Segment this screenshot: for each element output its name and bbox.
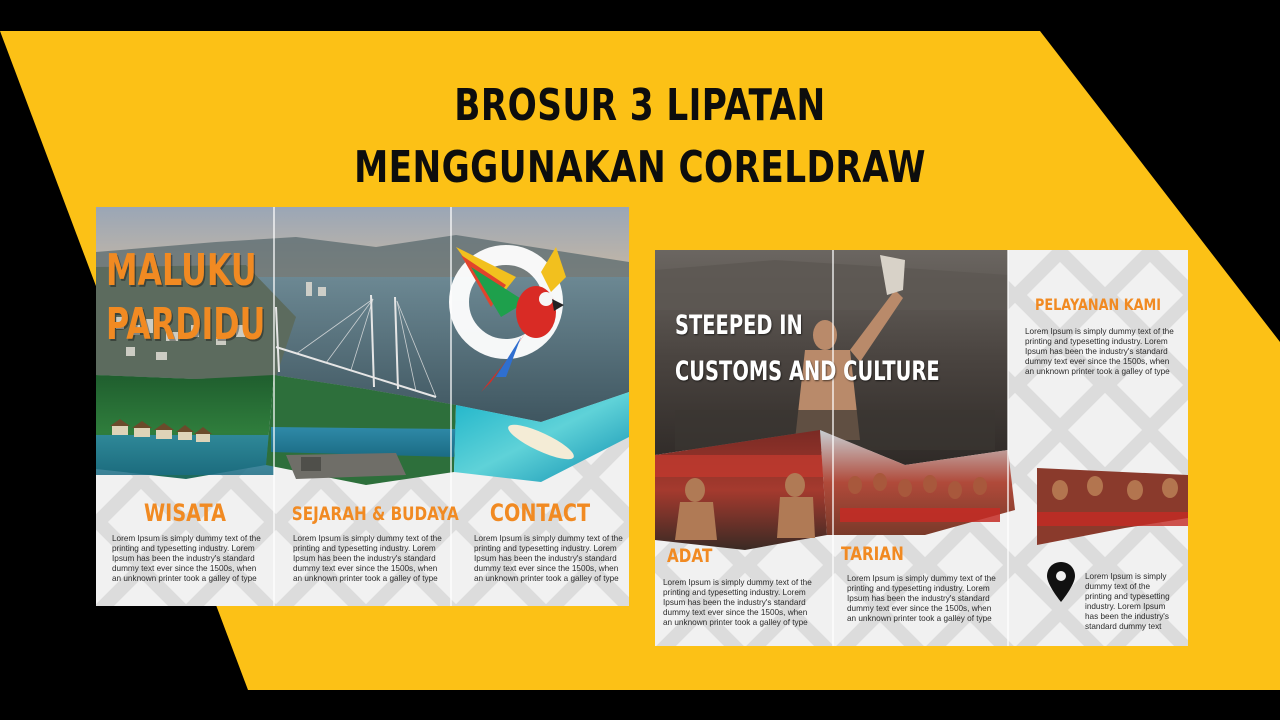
back-heading-pelayanan: PELAYANAN KAMI [1034, 295, 1162, 314]
page-title-line-1: BROSUR 3 LIPATAN [454, 80, 826, 131]
back-heading-adat: ADAT [667, 545, 713, 567]
brochure-back-side [655, 250, 1188, 646]
front-heading-contact: CONTACT [489, 499, 591, 527]
front-heading-wisata: WISATA [144, 499, 226, 527]
back-contact-text: Lorem Ipsum is simply dummy text of the printing and typesetting industry. Lorem Ipsum has been the industry's standard dummy text [1085, 572, 1170, 631]
front-panel-text-1: Lorem Ipsum is simply dummy text of the printing and typesetting industry. Lorem Ipsum has been the industry's standard dummy text ever since the 1500s, when an unknown printer took a galley of type [112, 534, 261, 583]
page-title-line-2: MENGGUNAKAN CORELDRAW [354, 142, 926, 193]
front-headline-line-2: PARDIDU [106, 299, 266, 350]
front-headline-line-1: MALUKU [106, 245, 257, 296]
back-panel-text-2: Lorem Ipsum is simply dummy text of the printing and typesetting industry. Lorem Ipsum has been the industry's standard dummy text ever since the 1500s, when an unknown printer took a galley of type [847, 574, 996, 623]
back-panel-text-1: Lorem Ipsum is simply dummy text of the printing and typesetting industry. Lorem Ipsum has been the industry's standard dummy text ever since the 1500s, when an unknown printer took a galley of type [663, 578, 812, 627]
back-panel-text-3: Lorem Ipsum is simply dummy text of the printing and typesetting industry. Lorem Ipsum has been the industry's standard dummy text ever since the 1500s, when an unknown printer took a galley of type [1025, 327, 1174, 376]
front-panel-text-2: Lorem Ipsum is simply dummy text of the printing and typesetting industry. Lorem Ipsum has been the industry's standard dummy text ever since the 1500s, when an unknown printer took a galley of type [293, 534, 442, 583]
front-panel-text-3: Lorem Ipsum is simply dummy text of the printing and typesetting industry. Lorem Ipsum has been the industry's standard dummy text ever since the 1500s, when an unknown printer took a galley of type [474, 534, 623, 583]
back-headline-line-2: CUSTOMS AND CULTURE [675, 356, 940, 387]
back-heading-tarian: TARIAN [841, 543, 904, 565]
front-heading-sejarah: SEJARAH & BUDAYA [291, 503, 459, 525]
back-headline-line-1: STEEPED IN [675, 310, 803, 341]
brochure-front-side [96, 207, 629, 606]
